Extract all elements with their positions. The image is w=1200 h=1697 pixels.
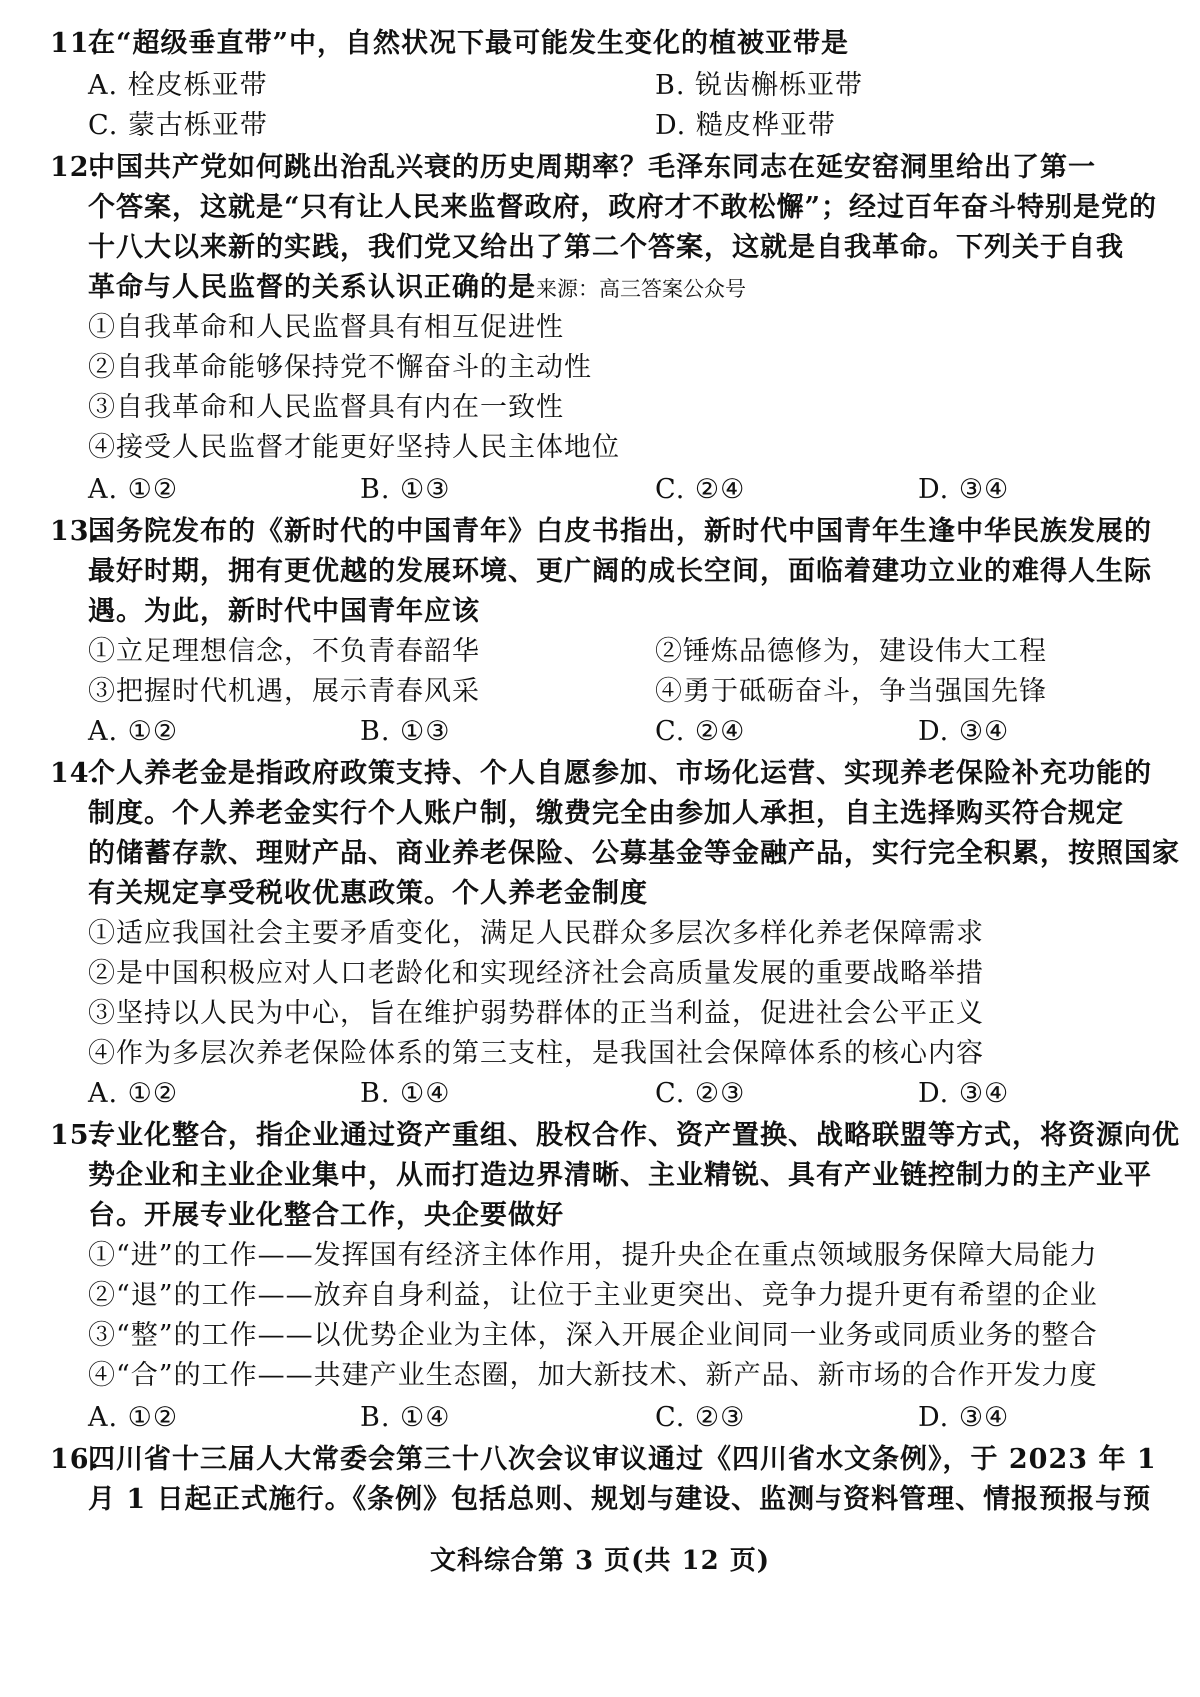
source-note: 来源：高三答案公众号 xyxy=(536,277,746,301)
statement-item: ④接受人民监督才能更好坚持人民主体地位 xyxy=(88,432,620,463)
option-a: A. ①② xyxy=(88,716,179,747)
statement-item: ②自我革命能够保持党不懈奋斗的主动性 xyxy=(88,352,592,383)
statement-item: ③把握时代机遇，展示青春风采 xyxy=(88,676,480,707)
statement-item: ④作为多层次养老保险体系的第三支柱，是我国社会保障体系的核心内容 xyxy=(88,1038,984,1069)
statement-item: ③“整”的工作——以优势企业为主体，深入开展企业间同一业务或同质业务的整合 xyxy=(88,1320,1098,1351)
statement-item: ①自我革命和人民监督具有相互促进性 xyxy=(88,312,564,343)
question-14-stem-line: 有关规定享受税收优惠政策。个人养老金制度 xyxy=(88,878,648,909)
question-16-stem-line xyxy=(50,1440,1157,1480)
question-15-stem-line: 势企业和主业企业集中，从而打造边界清晰、主业精锐、具有产业链控制力的主产业平 xyxy=(88,1160,1152,1191)
question-text: 专业化整合，指企业通过资产重组、股权合作、资产置换、战略联盟等方式，将资源向优 xyxy=(88,1120,1180,1151)
option-a: A. ①② xyxy=(88,1078,179,1109)
question-11-stem xyxy=(50,24,1110,64)
question-13-stem-line: 遇。为此，新时代中国青年应该 xyxy=(88,596,480,627)
question-number: 12. xyxy=(50,152,100,183)
question-text: 国务院发布的《新时代的中国青年》白皮书指出，新时代中国青年生逢中华民族发展的 xyxy=(88,516,1152,547)
question-14-stem-line: 制度。个人养老金实行个人账户制，缴费完全由参加人承担，自主选择购买符合规定 xyxy=(88,798,1124,829)
question-text: 个人养老金是指政府政策支持、个人自愿参加、市场化运营、实现养老保险补充功能的 xyxy=(88,758,1152,789)
option-d: D. ③④ xyxy=(918,716,1010,747)
statement-item: ③自我革命和人民监督具有内在一致性 xyxy=(88,392,564,423)
question-text: 在“超级垂直带”中，自然状况下最可能发生变化的植被亚带是 xyxy=(88,28,850,59)
statement-item: ①适应我国社会主要矛盾变化，满足人民群众多层次多样化养老保障需求 xyxy=(88,918,984,949)
question-15-stem-line: 台。开展专业化整合工作，央企要做好 xyxy=(88,1200,564,1231)
question-12-stem-line: 十八大以来新的实践，我们党又给出了第二个答案，这就是自我革命。下列关于自我 xyxy=(88,232,1124,263)
question-text: 中国共产党如何跳出治乱兴衰的历史周期率？毛泽东同志在延安窑洞里给出了第一 xyxy=(88,152,1096,183)
option-d: D. ③④ xyxy=(918,474,1010,505)
option-b: B. ①④ xyxy=(360,1078,451,1109)
question-text: 四川省十三届人大常委会第三十八次会议审议通过《四川省水文条例》，于 2023 年 1 xyxy=(88,1444,1157,1475)
question-13-stem-line: 最好时期，拥有更优越的发展环境、更广阔的成长空间，面临着建功立业的难得人生际 xyxy=(88,556,1152,587)
question-number: 14. xyxy=(50,758,100,789)
option-a: A. ①② xyxy=(88,474,179,505)
question-14-stem-line: 的储蓄存款、理财产品、商业养老保险、公募基金等金融产品，实行完全积累，按照国家 xyxy=(88,838,1180,869)
question-number: 15. xyxy=(50,1120,100,1151)
statement-item: ②锤炼品德修为，建设伟大工程 xyxy=(655,636,1047,667)
option-b: B. ①③ xyxy=(360,474,451,505)
statement-item: ③坚持以人民为中心，旨在维护弱势群体的正当利益，促进社会公平正义 xyxy=(88,998,984,1029)
option-c: C. ②④ xyxy=(655,474,746,505)
option-c: C. 蒙古栎亚带 xyxy=(88,110,268,141)
option-c: C. ②③ xyxy=(655,1078,746,1109)
page-footer: 文科综合第 3 页(共 12 页) xyxy=(429,1546,771,1576)
question-12-stem-line xyxy=(88,268,1148,309)
option-d: D. ③④ xyxy=(918,1402,1010,1433)
option-b: B. 锐齿槲栎亚带 xyxy=(655,70,864,101)
statement-item: ②“退”的工作——放弃自身利益，让位于主业更突出、竞争力提升更有希望的企业 xyxy=(88,1280,1098,1311)
option-a: A. ①② xyxy=(88,1402,179,1433)
question-number: 13. xyxy=(50,516,100,547)
question-number: 11. xyxy=(50,28,100,59)
option-d: D. 糙皮桦亚带 xyxy=(655,110,836,141)
statement-item: ②是中国积极应对人口老龄化和实现经济社会高质量发展的重要战略举措 xyxy=(88,958,984,989)
question-number: 16. xyxy=(50,1444,100,1475)
option-b: B. ①④ xyxy=(360,1402,451,1433)
question-16-stem-line: 月 1 日起正式施行。《条例》包括总则、规划与建设、监测与资料管理、情报预报与预 xyxy=(88,1484,1152,1515)
question-13-stem-line xyxy=(50,512,1152,552)
option-c: C. ②④ xyxy=(655,716,746,747)
statement-item: ①“进”的工作——发挥国有经济主体作用，提升央企在重点领域服务保障大局能力 xyxy=(88,1240,1098,1271)
statement-item: ①立足理想信念，不负青春韶华 xyxy=(88,636,480,667)
statement-item: ④勇于砥砺奋斗，争当强国先锋 xyxy=(655,676,1047,707)
option-c: C. ②③ xyxy=(655,1402,746,1433)
option-a: A. 栓皮栎亚带 xyxy=(88,70,268,101)
question-14-stem-line xyxy=(50,754,1152,794)
question-12-stem-line: 个答案，这就是“只有让人民来监督政府，政府才不敢松懈”；经过百年奋斗特别是党的 xyxy=(88,192,1158,223)
option-b: B. ①③ xyxy=(360,716,451,747)
question-text: 革命与人民监督的关系认识正确的是 xyxy=(88,272,536,303)
statement-item: ④“合”的工作——共建产业生态圈，加大新技术、新产品、新市场的合作开发力度 xyxy=(88,1360,1098,1391)
question-15-stem-line xyxy=(50,1116,1180,1156)
option-d: D. ③④ xyxy=(918,1078,1010,1109)
question-12-stem-line xyxy=(50,148,1110,188)
